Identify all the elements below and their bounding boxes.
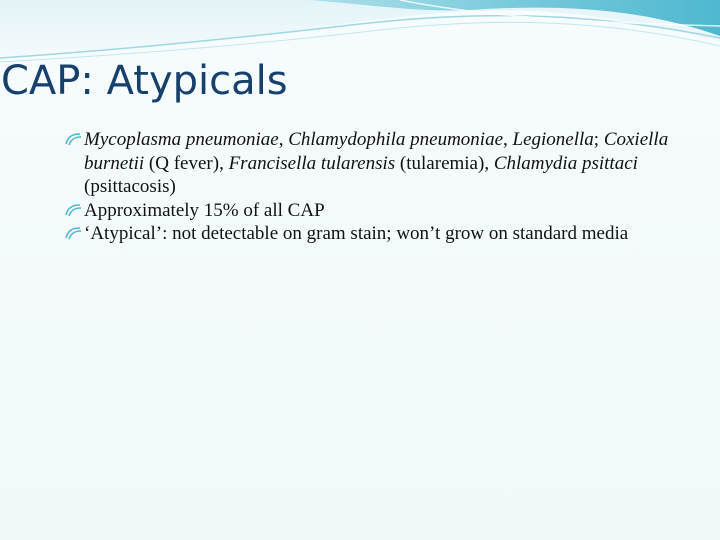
italic-text-segment: Coxiella burnetii xyxy=(84,129,669,174)
text-segment: ‘Atypical’: not detectable on gram stain; won’t grow on standard media xyxy=(84,223,629,244)
bullet-text xyxy=(84,200,325,221)
bullet-prevalence xyxy=(64,199,704,223)
italic-text-segment: Chlamydia psittaci xyxy=(493,152,638,174)
double-arc-bullet-icon xyxy=(64,226,82,240)
italic-text-segment: Francisella tularensis xyxy=(228,152,396,174)
bullet-list xyxy=(64,128,704,246)
slide-title: CAP: Atypicals xyxy=(1,58,288,104)
italic-text-segment: Mycoplasma pneumoniae xyxy=(84,129,279,150)
italic-text-segment: Chlamydophila pneumoniae xyxy=(288,129,503,150)
double-arc-bullet-icon xyxy=(64,132,82,146)
text-segment: ; xyxy=(593,129,604,150)
text-segment: (Q fever), xyxy=(144,152,229,174)
bullet-text xyxy=(84,129,668,197)
text-segment: (psittacosis) xyxy=(84,176,176,197)
text-segment: , xyxy=(278,129,289,150)
bullet-atypical-definition xyxy=(64,222,704,246)
bullet-text xyxy=(84,223,628,244)
bullet-atypical-organisms xyxy=(64,128,704,199)
text-segment: , xyxy=(503,129,513,150)
double-arc-bullet-icon xyxy=(64,203,82,217)
text-segment: Approximately 15% of all CAP xyxy=(84,199,325,221)
italic-text-segment: Legionella xyxy=(512,129,594,150)
text-segment: (tularemia), xyxy=(395,152,494,174)
